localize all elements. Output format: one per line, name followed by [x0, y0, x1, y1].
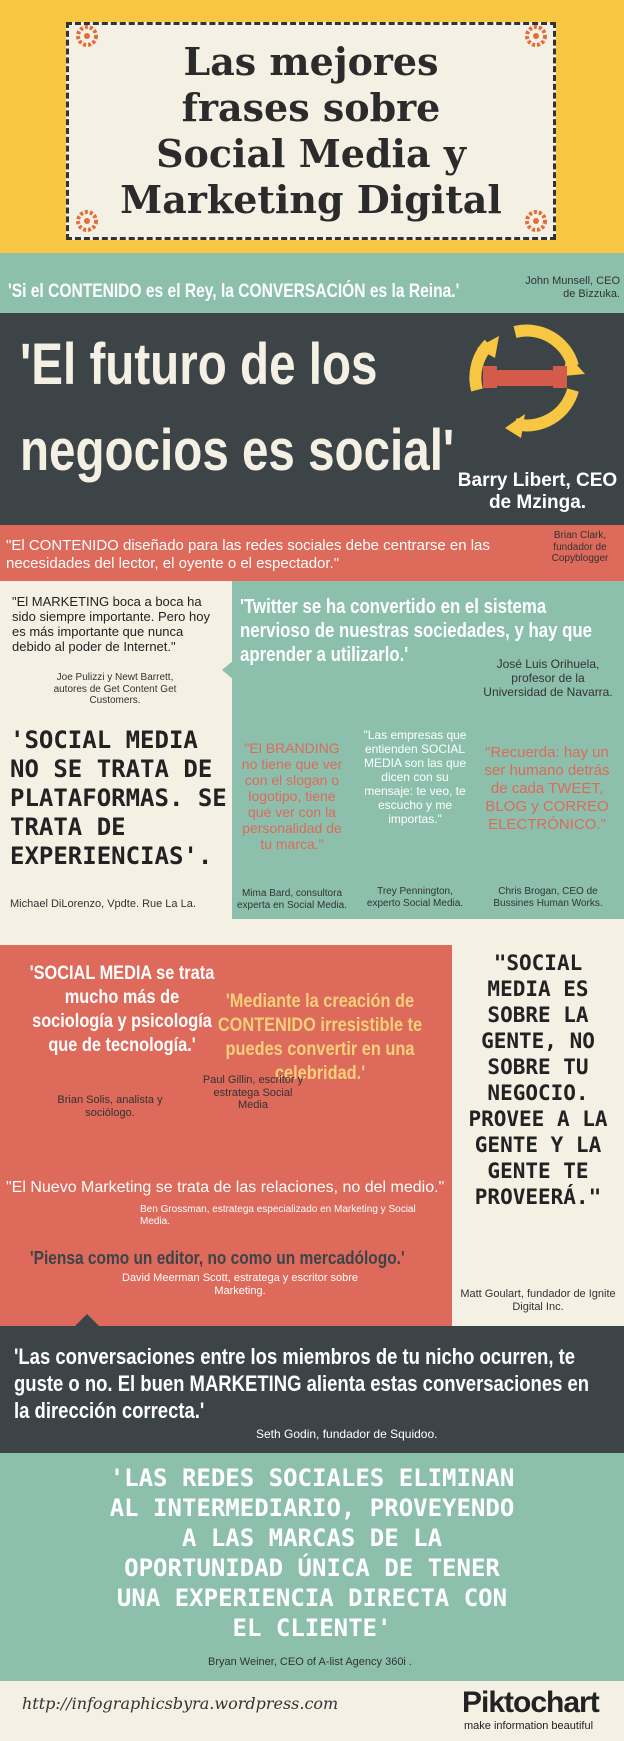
title-card	[66, 22, 556, 240]
footer-url-link[interactable]: http://infographicsbyra.wordpress.com	[22, 1694, 339, 1713]
quote-author: Brian Clark, fundador de Copyblogger	[551, 530, 609, 564]
quote-15-text: 'Las conversaciones entre los miembros de tu nicho ocurren, te guste o no. El buen MARKETING alienta estas conversaciones en la dirección correcta.'	[14, 1344, 590, 1423]
title-line: frases sobre	[181, 85, 441, 130]
quote-10-text: 'SOCIAL MEDIA se trata mucho más de sociología y psicología que de tecnología.'	[29, 963, 215, 1056]
quote-14-text: 'Piensa como un editor, no como un mercadólogo.'	[30, 1248, 405, 1268]
flower-icon	[76, 210, 98, 232]
title-line: Las mejores	[183, 39, 439, 84]
quote-author: Ben Grossman, estratega especializado en Marketing y Social Media.	[140, 1204, 416, 1227]
brand-part-b: chart	[530, 1686, 599, 1719]
speech-pointer	[222, 660, 234, 680]
quote-8-text: "Las empresas que entienden SOCIAL MEDIA son las que dicen con su mensaje: te veo, te escucho y me importas."	[363, 728, 467, 826]
quote-12-text: "SOCIAL MEDIA ES SOBRE LA GENTE, NO SOBRE TU NEGOCIO. PROVEE A LA GENTE Y LA GENTE TE PROVEERÁ."	[468, 951, 608, 1209]
quote-7-text: "El BRANDING no tiene que ver con el slogan o logotipo, tiene que ver con la personalidad de tu marca."	[241, 740, 343, 852]
quote-author: Seth Godin, fundador de Squidoo.	[256, 1427, 438, 1441]
quote-author: Brian Solis, analista y sociólogo.	[57, 1094, 163, 1119]
quote-author: Trey Pennington, experto Social Media.	[366, 886, 464, 909]
quote-text	[8, 281, 478, 303]
flower-icon	[525, 210, 547, 232]
quote-5-text: 'Twitter se ha convertido en el sistema nervioso de nuestras sociedades, y hay que aprender a utilizarlo.'	[240, 596, 593, 666]
quote-author: Bryan Weiner, CEO of A-list Agency 360i .	[207, 1656, 412, 1668]
handshake-cycle-icon	[455, 318, 595, 438]
title-line: Marketing Digital	[120, 177, 502, 222]
quote-author: David Meerman Scott, estratega y escritor sobre Marketing.	[122, 1272, 358, 1297]
quote-4-text: "El MARKETING boca a boca ha sido siempre importante. Pero hoy es más importante que nunca debido al poder de Internet."	[12, 594, 210, 654]
quote-6-text: 'SOCIAL MEDIA NO SE TRATA DE PLATAFORMAS. SE TRATA DE EXPERIENCIAS'.	[10, 726, 227, 870]
quote-author: Chris Brogan, CEO de Bussines Human Works.	[493, 886, 603, 909]
big-quote-line: 'El futuro de los	[20, 332, 378, 397]
quote-author: Michael DiLorenzo, Vpdte. Rue La La.	[10, 898, 196, 910]
quote-author: Paul Gillin, escritor y estratega Social Media	[202, 1074, 304, 1112]
flower-icon	[76, 25, 98, 47]
quote-11-text: 'Mediante la creación de CONTENIDO irresistible te puedes convertir en una celebridad.'	[217, 991, 423, 1084]
quote-13-text: "El Nuevo Marketing se trata de las relaciones, no del medio."	[6, 1179, 445, 1196]
quote-1-text: 'Si el CONTENIDO es el Rey, la CONVERSACIÓN es la Reina.'	[8, 281, 460, 302]
flower-icon	[525, 25, 547, 47]
quote-author: Mima Bard, consultora experta en Social Media.	[236, 888, 348, 911]
quote-16-text: 'LAS REDES SOCIALES ELIMINAN AL INTERMEDIARIO, PROVEYENDO A LAS MARCAS DE LA OPORTUNIDAD ÚNICA DE TENER UNA EXPERIENCIA DIRECTA CON EL CLIENTE'	[109, 1464, 515, 1642]
quote-author: Barry Libert, CEO de Mzinga.	[457, 470, 618, 513]
quote-author: José Luis Orihuela, profesor de la Universidad de Navarra.	[483, 657, 613, 699]
quote-3-text: "El CONTENIDO diseñado para las redes sociales debe centrarse en las necesidades del lector, el oyente o el espectador."	[6, 537, 490, 572]
quote-author: Joe Pulizzi y Newt Barrett, autores de Get Content Get Customers.	[53, 672, 177, 706]
quote-author: John Munsell, CEO de Bizzuka.	[525, 275, 620, 300]
quote-author: Matt Goulart, fundador de Ignite Digital Inc.	[460, 1288, 616, 1313]
quote-9-text: "Recuerda: hay un ser humano detrás de cada TWEET, BLOG y CORREO ELECTRÓNICO."	[484, 744, 610, 833]
title-line: Social Media y	[156, 131, 466, 176]
big-quote-line: negocios es social'	[20, 418, 455, 483]
brand-tagline: make information beautiful	[464, 1720, 594, 1732]
speech-pointer	[75, 1314, 99, 1326]
piktochart-logo	[462, 1688, 599, 1718]
page-title	[69, 39, 553, 223]
brand-part-a: Pikto	[462, 1686, 531, 1719]
